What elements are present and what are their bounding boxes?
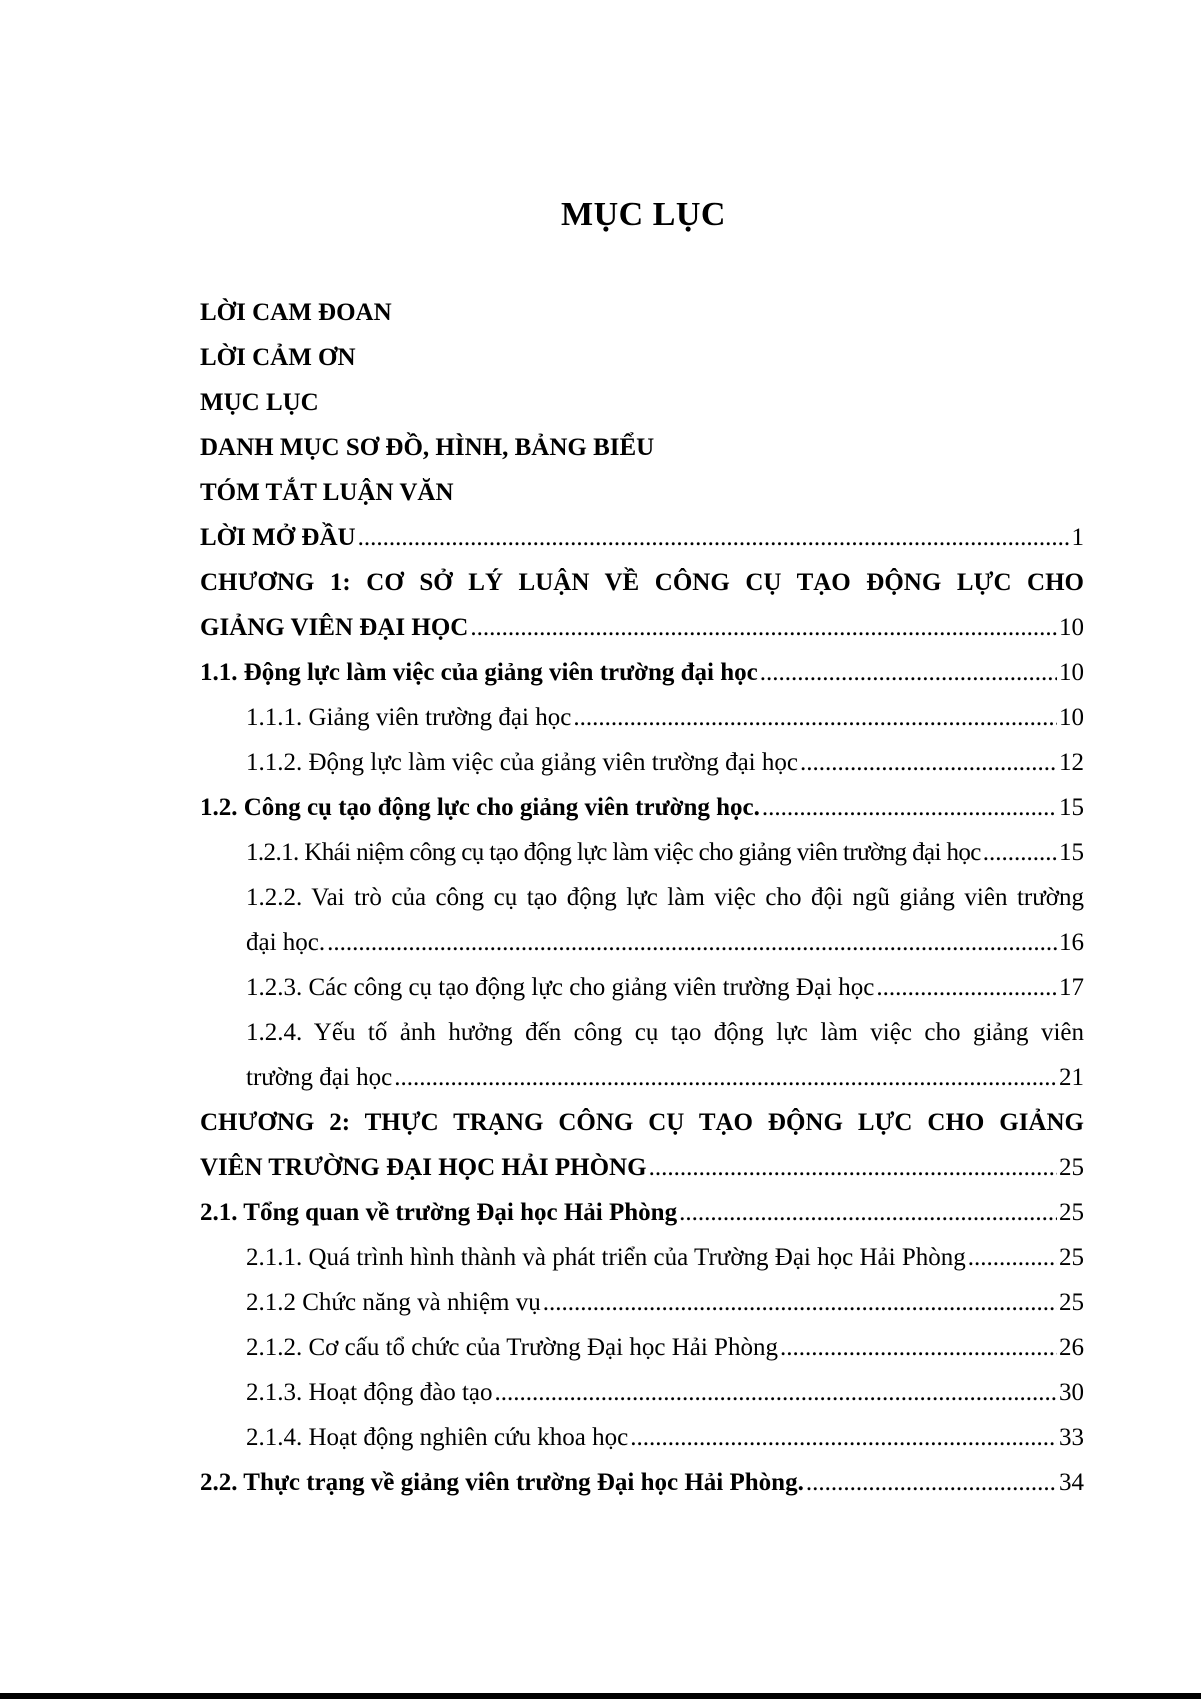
toc-entry-loi-cam-on[interactable]: [200, 335, 1084, 380]
toc-entry-text: 1.2.3. Các công cụ tạo động lực cho giảng viên trường Đại học: [246, 974, 875, 1001]
toc-entry-text: GIẢNG VIÊN ĐẠI HỌC: [200, 614, 469, 641]
dot-leader: [358, 515, 1070, 560]
toc-entry-loi-cam-doan[interactable]: [200, 290, 1084, 335]
toc-entry-text: 2.1.4. Hoạt động nghiên cứu khoa học: [246, 1424, 629, 1451]
dot-leader: [630, 1415, 1057, 1460]
toc-entry-text: LỜI CAM ĐOAN: [200, 299, 392, 326]
toc-entry-text: 1.2.2. Vai trò của công cụ tạo động lực làm việc cho đội ngũ giảng viên trường: [246, 884, 1084, 911]
toc-entry-1-1-2[interactable]: [200, 740, 1084, 785]
toc-entry-text: 1.2.1. Khái niệm công cụ tạo động lực làm việc cho giảng viên trường đại học: [246, 839, 981, 866]
dot-leader: [968, 1235, 1057, 1280]
dot-leader: [762, 785, 1057, 830]
toc-entry-chuong-2-line1[interactable]: [200, 1100, 1084, 1145]
toc-entry-danh-muc[interactable]: [200, 425, 1084, 470]
toc-page-number: 25: [1059, 1199, 1084, 1226]
toc-entry-1-2-2-line1[interactable]: [200, 875, 1084, 920]
toc-entry-muc-luc[interactable]: [200, 380, 1084, 425]
toc-entry-2-1-4[interactable]: [200, 1415, 1084, 1460]
toc-entry-text: LỜI CẢM ƠN: [200, 344, 356, 371]
toc-entry-text: DANH MỤC SƠ ĐỒ, HÌNH, BẢNG BIỂU: [200, 434, 655, 461]
toc-page-number: 25: [1059, 1244, 1084, 1271]
toc-entry-text: đại học.: [246, 929, 326, 956]
dot-leader: [800, 740, 1057, 785]
toc-page-number: 21: [1059, 1064, 1084, 1091]
toc-page-number: 15: [1059, 794, 1084, 821]
toc-entry-chuong-2-line2[interactable]: [200, 1145, 1084, 1190]
toc-entry-1-1-1[interactable]: [200, 695, 1084, 740]
toc-page-number: 12: [1059, 749, 1084, 776]
toc-entry-text: 1.2.4. Yếu tố ảnh hưởng đến công cụ tạo động lực làm việc cho giảng viên: [246, 1019, 1084, 1046]
toc-entry-chuong-1-line2[interactable]: [200, 605, 1084, 650]
toc-entry-text: 2.1.2. Cơ cấu tổ chức của Trường Đại học Hải Phòng: [246, 1334, 778, 1361]
dot-leader: [543, 1280, 1057, 1325]
toc-entry-2-1-2-co-cau[interactable]: [200, 1325, 1084, 1370]
toc-entry-1-2-1[interactable]: [200, 830, 1084, 875]
toc-page-number: 33: [1059, 1424, 1084, 1451]
toc-page-number: 30: [1059, 1379, 1084, 1406]
toc-entry-text: LỜI MỞ ĐẦU: [200, 524, 356, 551]
dot-leader: [983, 830, 1057, 875]
toc-entry-text: trường đại học: [246, 1064, 393, 1091]
toc-entry-2-1-3[interactable]: [200, 1370, 1084, 1415]
toc-page-number: 1: [1071, 524, 1084, 551]
toc-page-number: 15: [1059, 839, 1084, 866]
toc-entry-text: 2.1.3. Hoạt động đào tạo: [246, 1379, 493, 1406]
dot-leader: [649, 1145, 1057, 1190]
dot-leader: [394, 1055, 1057, 1100]
toc-entry-text: VIÊN TRƯỜNG ĐẠI HỌC HẢI PHÒNG: [200, 1154, 647, 1181]
toc-entry-1-2-4-line1[interactable]: [200, 1010, 1084, 1055]
toc-entry-1-2-4-line2[interactable]: [200, 1055, 1084, 1100]
toc-entry-text: CHƯƠNG 2: THỰC TRẠNG CÔNG CỤ TẠO ĐỘNG LỰC CHO GIẢNG: [200, 1109, 1084, 1136]
toc-entry-text: 1.1.2. Động lực làm việc của giảng viên trường đại học: [246, 749, 798, 776]
dot-leader: [780, 1325, 1057, 1370]
toc-entry-text: 2.1.2 Chức năng và nhiệm vụ: [246, 1289, 541, 1316]
toc-entry-1-1[interactable]: [200, 650, 1084, 695]
toc-entry-text: 2.1.1. Quá trình hình thành và phát triển của Trường Đại học Hải Phòng: [246, 1244, 966, 1271]
dot-leader: [494, 1370, 1057, 1415]
toc-entry-text: 1.1.1. Giảng viên trường đại học: [246, 704, 572, 731]
toc-entry-1-2[interactable]: [200, 785, 1084, 830]
toc-page-number: 10: [1059, 659, 1084, 686]
page-title: MỤC LỤC: [561, 196, 726, 233]
toc-entry-text: 1.2. Công cụ tạo động lực cho giảng viên trường học.: [200, 794, 760, 821]
toc-entry-text: 1.1. Động lực làm việc của giảng viên trường đại học: [200, 659, 758, 686]
toc-page-number: 10: [1059, 614, 1084, 641]
page-bottom-edge: [0, 1693, 1201, 1699]
toc-entry-tom-tat[interactable]: [200, 470, 1084, 515]
toc-page-number: 25: [1059, 1154, 1084, 1181]
dot-leader: [327, 920, 1057, 965]
toc-entry-text: CHƯƠNG 1: CƠ SỞ LÝ LUẬN VỀ CÔNG CỤ TẠO ĐỘNG LỰC CHO: [200, 569, 1084, 596]
toc-entry-2-1-1[interactable]: [200, 1235, 1084, 1280]
toc-entry-2-2[interactable]: [200, 1460, 1084, 1505]
toc-entry-2-1[interactable]: [200, 1190, 1084, 1235]
toc-page-number: 16: [1059, 929, 1084, 956]
table-of-contents: [200, 290, 1084, 1505]
toc-entry-text: MỤC LỤC: [200, 389, 319, 416]
toc-entry-text: TÓM TẮT LUẬN VĂN: [200, 479, 454, 506]
toc-entry-loi-mo-dau[interactable]: [200, 515, 1084, 560]
dot-leader: [760, 650, 1057, 695]
toc-page-number: 17: [1059, 974, 1084, 1001]
dot-leader: [470, 605, 1057, 650]
dot-leader: [573, 695, 1057, 740]
toc-page-number: 26: [1059, 1334, 1084, 1361]
toc-page-number: 34: [1059, 1469, 1084, 1496]
toc-entry-text: 2.2. Thực trạng về giảng viên trường Đại học Hải Phòng.: [200, 1469, 804, 1496]
toc-page-number: 25: [1059, 1289, 1084, 1316]
dot-leader: [679, 1190, 1057, 1235]
toc-entry-text: 2.1. Tổng quan về trường Đại học Hải Phòng: [200, 1199, 678, 1226]
toc-entry-chuong-1-line1[interactable]: [200, 560, 1084, 605]
toc-entry-1-2-3[interactable]: [200, 965, 1084, 1010]
dot-leader: [876, 965, 1057, 1010]
toc-page-number: 10: [1059, 704, 1084, 731]
toc-entry-2-1-2-chuc-nang[interactable]: [200, 1280, 1084, 1325]
toc-entry-1-2-2-line2[interactable]: [200, 920, 1084, 965]
dot-leader: [806, 1460, 1057, 1505]
